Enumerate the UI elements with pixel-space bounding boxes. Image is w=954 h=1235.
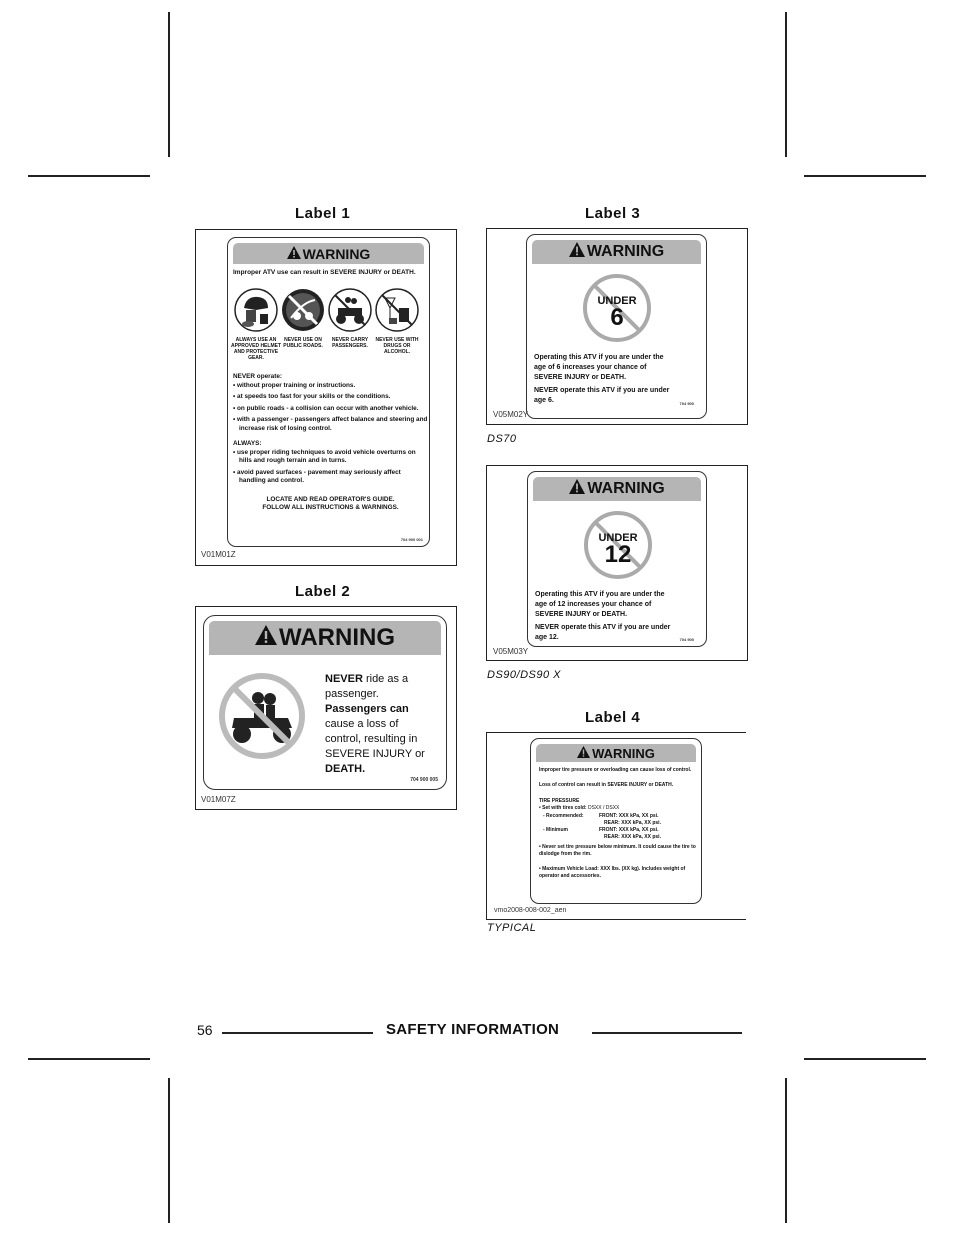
warning-triangle-icon	[287, 246, 301, 262]
pictogram-no-alcohol	[375, 288, 419, 332]
label3-line: age of 6 increases your chance of	[534, 364, 647, 371]
label2-frame	[195, 606, 457, 810]
label1-intro: Improper ATV use can result in SEVERE INJURY or DEATH.	[233, 269, 416, 276]
label1-body	[233, 373, 428, 513]
part-number: 704 900 005	[410, 777, 438, 783]
label2-line: control, resulting in	[325, 733, 418, 745]
tire-pressure-value: REAR: XXX kPa, XX psi.	[604, 820, 661, 826]
label2-line: DEATH.	[325, 763, 366, 775]
part-number: 704 900	[679, 637, 694, 642]
tire-pressure-value: FRONT: XXX kPa, XX psi.	[599, 813, 659, 819]
label4-para: Improper tire pressure or overloading can cause loss of control.	[539, 767, 692, 773]
always-heading: ALWAYS:	[233, 440, 262, 447]
warning-triangle-icon	[569, 479, 585, 499]
label3-line: SEVERE INJURY or DEATH.	[534, 374, 627, 381]
no-passenger-icon	[218, 672, 306, 760]
label4-bullet: • Never set tire pressure below minimum. It could cause the tire to dislodge from the rim.	[539, 844, 696, 857]
label3-decal	[527, 471, 707, 647]
section-title: SAFETY INFORMATION	[386, 1021, 560, 1038]
crop-mark	[804, 1058, 926, 1060]
label4-title: Label 4	[585, 709, 641, 726]
crop-mark	[28, 175, 150, 177]
tire-pressure-set: • Set with tires cold: DSXX / DSXX	[539, 805, 620, 811]
label3-line: SEVERE INJURY or DEATH.	[535, 611, 628, 618]
pictogram-helmet	[234, 288, 278, 332]
label1-code: V01M01Z	[201, 550, 236, 559]
crop-mark	[804, 175, 926, 177]
label3-title: Label 3	[585, 205, 641, 222]
warning-bar	[533, 477, 701, 501]
label3-caption: DS70	[487, 433, 517, 445]
crop-mark	[168, 1078, 170, 1223]
pictogram-caption: NEVER USE WITH DRUGS OR ALCOHOL.	[375, 337, 419, 355]
label3-code: V05M02Y	[493, 410, 529, 419]
warning-word: WARNING	[279, 624, 395, 651]
label4-bullet: • Maximum Vehicle Load: XXX lbs. (XX kg). Includes weight of operator and accessories.	[539, 866, 686, 879]
label4-frame	[486, 732, 746, 920]
tire-pressure-value: REAR: XXX kPa, XX psi.	[604, 834, 661, 840]
never-item: • without proper training or instructions.	[233, 381, 356, 389]
tire-pressure-table	[539, 813, 699, 841]
label2-code: V01M07Z	[201, 795, 236, 804]
label3-ds90-frame	[486, 465, 748, 661]
part-number: 704 900 001	[400, 537, 423, 542]
never-item: • at speeds too fast for your skills or the conditions.	[233, 393, 391, 400]
label3-text	[534, 353, 704, 406]
crop-mark	[785, 1078, 787, 1223]
label4-para: Loss of control can result in SEVERE INJURY or DEATH.	[539, 782, 674, 788]
pictogram-caption: NEVER CARRY PASSENGERS.	[331, 337, 369, 349]
warning-triangle-icon	[577, 746, 590, 761]
label3-code: V05M03Y	[493, 647, 529, 656]
label4-text	[539, 767, 699, 880]
tire-pressure-value: FRONT: XXX kPa, XX psi.	[599, 827, 659, 833]
warning-word: WARNING	[592, 745, 655, 761]
crop-mark	[28, 1058, 150, 1060]
warning-bar	[532, 240, 701, 264]
helmet-icon	[234, 288, 278, 332]
footer-rule	[592, 1032, 742, 1034]
pictogram-no-road	[281, 288, 325, 332]
label1-frame	[195, 229, 457, 566]
crop-mark	[168, 12, 170, 157]
warning-word: WARNING	[587, 480, 665, 497]
page-number: 56	[197, 1022, 213, 1038]
label4-decal	[530, 738, 702, 904]
tire-pressure-labels	[539, 813, 599, 841]
never-item: • with a passenger - passengers affect balance and steering and increase risk of losing control.	[233, 416, 428, 432]
never-heading: NEVER operate:	[233, 373, 283, 380]
never-item: • on public roads - a collision can occur with another vehicle.	[233, 404, 419, 412]
always-item: • avoid paved surfaces - pavement may seriously affect handling and control.	[233, 468, 401, 484]
age-number: 12	[604, 541, 632, 568]
warning-bar	[233, 243, 424, 264]
tire-pressure-values	[599, 813, 661, 841]
label3-line: NEVER operate this ATV if you are under	[535, 624, 671, 631]
label3-line: age 6.	[534, 397, 554, 404]
label3-decal	[526, 234, 707, 419]
warning-triangle-icon	[255, 624, 277, 652]
locate-line: LOCATE AND READ OPERATOR'S GUIDE.	[266, 495, 395, 503]
pictogram-caption: ALWAYS USE AN APPROVED HELMET AND PROTECTIVE GEAR.	[231, 337, 282, 361]
label2-text	[325, 672, 445, 777]
tire-pressure-heading: TIRE PRESSURE	[539, 798, 580, 804]
warning-triangle-icon	[569, 242, 585, 262]
label2-line: NEVER ride as a	[325, 673, 409, 685]
label3-line: Operating this ATV if you are under the	[535, 591, 665, 598]
no-passenger-icon	[328, 288, 372, 332]
pictogram-caption: NEVER USE ON PUBLIC ROADS.	[283, 337, 323, 349]
warning-word: WARNING	[302, 245, 371, 262]
age-number: 6	[610, 304, 624, 331]
label2-line: passenger.	[325, 688, 379, 700]
no-alcohol-icon	[375, 288, 419, 332]
warning-word: WARNING	[586, 243, 665, 260]
tire-pressure-rec-label: - Recommended:	[543, 813, 584, 819]
no-public-road-icon	[281, 288, 325, 332]
crop-mark	[785, 12, 787, 157]
part-number: 704 900	[679, 401, 694, 406]
label2-title: Label 2	[295, 583, 351, 600]
label3-line: age 12.	[535, 634, 559, 641]
warning-bar	[209, 621, 441, 655]
tire-pressure-min-label: - Minimum	[543, 827, 568, 833]
label1-decal	[227, 237, 430, 547]
label3-line: NEVER operate this ATV if you are under	[534, 387, 670, 394]
no-passenger-pictogram	[218, 672, 306, 760]
label3-text	[535, 590, 705, 643]
label4-caption: TYPICAL	[487, 922, 537, 934]
always-item: • use proper riding techniques to avoid vehicle overturns on hills and rough terrain and in turns.	[233, 448, 416, 464]
warning-bar	[536, 744, 696, 762]
under-text: UNDER	[597, 295, 637, 307]
age-prohibition-icon	[583, 510, 653, 580]
label3-line: age of 12 increases your chance of	[535, 601, 652, 608]
footer-rule	[222, 1032, 373, 1034]
label2-decal	[203, 615, 447, 790]
label2-line: Passengers can	[325, 703, 409, 715]
under-text: UNDER	[598, 532, 638, 544]
label2-line: SEVERE INJURY or	[325, 748, 425, 760]
label4-code: vmo2008-008-002_aen	[494, 907, 567, 914]
label2-line: cause a loss of	[325, 718, 399, 730]
label3-ds70-frame	[486, 228, 748, 425]
age-prohibition-icon	[582, 273, 652, 343]
pictogram-no-passenger	[328, 288, 372, 332]
label3-caption: DS90/DS90 X	[487, 669, 561, 681]
label3-line: Operating this ATV if you are under the	[534, 354, 664, 361]
label1-title: Label 1	[295, 205, 351, 222]
follow-line: FOLLOW ALL INSTRUCTIONS & WARNINGS.	[262, 504, 399, 511]
